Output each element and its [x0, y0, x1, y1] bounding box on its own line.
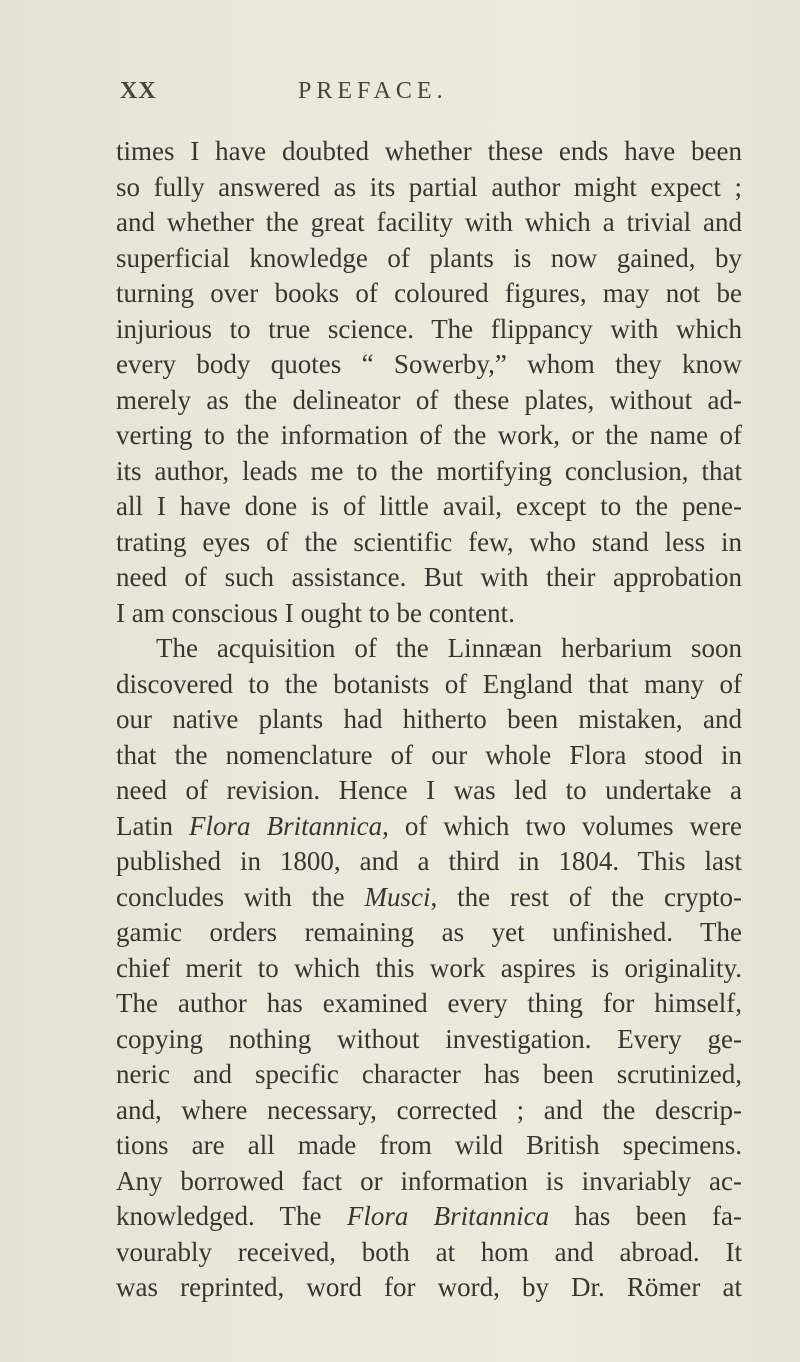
body-text — [116, 134, 742, 1306]
text-line: The acquisition of the Linnæan herbarium soon — [156, 633, 742, 663]
text-line: trating eyes of the scientific few, who stand less in — [116, 526, 742, 557]
page-number: XX — [120, 78, 157, 104]
text-line: turning over books of coloured figures, may not be — [116, 278, 742, 308]
running-head — [120, 78, 740, 108]
italic-term: Musci — [364, 881, 431, 912]
text-line: chief merit to which this work aspires is originality. — [116, 952, 742, 983]
text-line: Any borrowed fact or information is invariably ac- — [116, 1165, 742, 1196]
text-line: tions are all made from wild British specimens. — [116, 1130, 742, 1160]
paragraph-1 — [116, 134, 742, 631]
text-line: vourably received, both at hom and abroad. It — [116, 1236, 742, 1267]
text-line: gamic orders remaining as yet unfinished. The — [116, 917, 742, 947]
text-line: The author has examined every thing for himself, — [116, 988, 742, 1018]
text-line: injurious to true science. The flippancy with which — [116, 313, 742, 344]
text-fragment: concludes with the — [116, 881, 365, 912]
italic-title: Flora Britannica — [189, 810, 383, 841]
text-line: merely as the delineator of these plates, without ad- — [116, 384, 742, 415]
text-line: all I have done is of little avail, except to the pene- — [116, 491, 742, 521]
text-line — [116, 1199, 742, 1235]
text-line: and whether the great facility with which a trivial and — [116, 207, 742, 237]
text-line: published in 1800, and a third in 1804. This last — [116, 846, 742, 876]
text-line: times I have doubted whether these ends have been — [116, 136, 742, 166]
text-line: need of revision. Hence I was led to undertake a — [116, 775, 742, 805]
italic-title: Flora Britannica — [346, 1201, 550, 1231]
text-line: superficial knowledge of plants is now gained, by — [116, 242, 742, 273]
text-fragment: knowledged. The — [116, 1201, 347, 1231]
text-line: copying nothing without investigation. Every ge- — [116, 1023, 742, 1054]
text-line: was reprinted, word for word, by Dr. Römer at — [116, 1272, 742, 1302]
text-fragment: , of which two volumes were — [382, 810, 742, 841]
text-line: that the nomenclature of our whole Flora stood in — [116, 739, 742, 770]
text-fragment: , the rest of the crypto- — [430, 881, 742, 912]
text-fragment: has been fa- — [549, 1201, 742, 1231]
text-line: I am conscious I ought to be content. — [116, 597, 515, 628]
text-line: verting to the information of the work, or the name of — [116, 420, 742, 450]
text-line: discovered to the botanists of England that many of — [116, 668, 742, 699]
text-line: need of such assistance. But with their approbation — [116, 562, 742, 592]
running-title: PREFACE. — [298, 78, 448, 104]
text-line: neric and specific character has been scrutinized, — [116, 1059, 742, 1089]
text-line: every body quotes “ Sowerby,” whom they know — [116, 349, 742, 379]
text-line — [116, 809, 742, 845]
text-fragment: Latin — [116, 810, 190, 841]
text-line: so fully answered as its partial author might expect ; — [116, 171, 742, 202]
text-line: and, where necessary, corrected ; and the descrip- — [116, 1094, 742, 1125]
text-line — [116, 880, 742, 916]
text-line: our native plants had hitherto been mistaken, and — [116, 704, 742, 734]
paragraph-2 — [116, 631, 742, 1306]
text-line: its author, leads me to the mortifying conclusion, that — [116, 455, 742, 486]
